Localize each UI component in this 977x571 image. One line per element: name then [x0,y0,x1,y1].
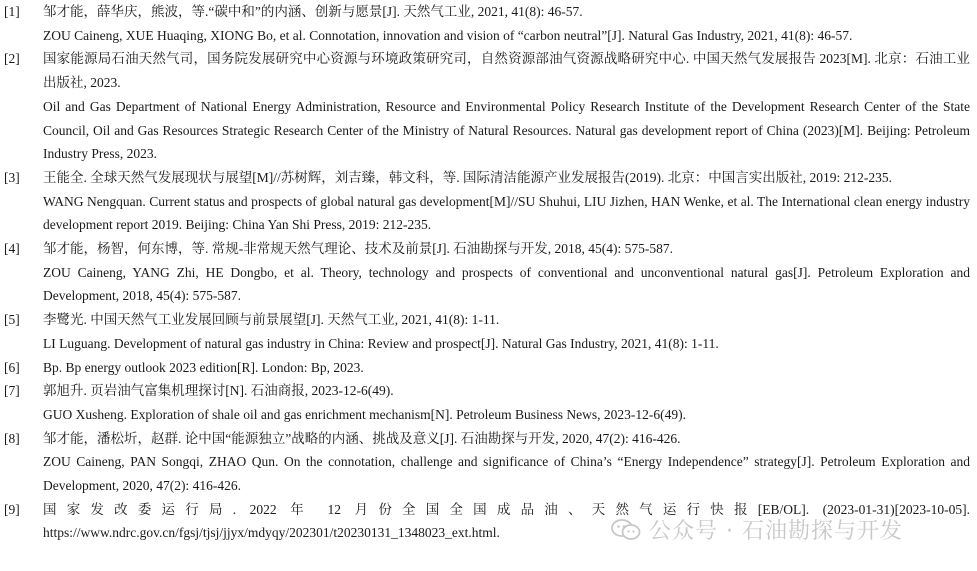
reference-item [0,0,977,47]
reference-chinese: 王能全. 全球天然气发展现状与展望[M]//苏树辉，刘吉臻，韩文科，等. 国际清洁能源产业发展报告(2019). 北京：中国言实出版社, 2019: 212-235. [43,169,892,185]
reference-number: [5] [4,312,20,328]
wechat-icon [611,519,641,541]
reference-number: [4] [4,241,20,257]
reference-item [0,47,977,166]
reference-english: Oil and Gas Department of National Energy Administration, Resource and Environmental Policy Research Institute of the Development Research Center of the State Council, Oil and Gas Resources Strategic Research Center of the Ministry of Natural Resources. Natural gas development report of China (2023)[M]. Beijing: Petroleum Industry Press, 2023. [43,98,970,162]
reference-chinese: 李鹭光. 中国天然气工业发展回顾与前景展望[J]. 天然气工业, 2021, 41(8): 1-11. [43,312,500,328]
reference-number: [9] [4,501,20,517]
reference-number: [2] [4,51,20,67]
reference-item [0,427,977,498]
reference-item [0,379,977,426]
reference-chinese: 郭旭升. 页岩油气富集机理探讨[N]. 石油商报, 2023-12-6(49). [43,383,394,399]
watermark-text: 公众号 · 石油勘探与开发 [649,519,903,544]
reference-item [0,166,977,237]
reference-chinese: 邹才能，杨智，何东博，等. 常规-非常规天然气理论、技术及前景[J]. 石油勘探与开发, 2018, 45(4): 575-587. [43,241,673,257]
reference-english: ZOU Caineng, YANG Zhi, HE Dongbo, et al. Theory, technology and prospects of conventional and unconventional natural gas[J]. Petroleum Exploration and Development, 2018, 45(4): 575-587. [43,264,970,304]
reference-item [0,237,977,308]
reference-number: [1] [4,4,20,19]
reference-english: Bp. Bp energy outlook 2023 edition[R]. London: Bp, 2023. [43,359,364,375]
watermark [611,514,903,545]
reference-number: [8] [4,430,20,446]
reference-number: [6] [4,359,20,375]
reference-english: LI Luguang. Development of natural gas industry in China: Review and prospect[J]. Natural Gas Industry, 2021, 41(8): 1-11. [43,335,719,351]
reference-english: GUO Xusheng. Exploration of shale oil and gas enrichment mechanism[N]. Petroleum Business News, 2023-12-6(49). [43,406,686,422]
reference-english: ZOU Caineng, XUE Huaqing, XIONG Bo, et al. Connotation, innovation and vision of “carbon neutral”[J]. Natural Gas Industry, 2021, 41(8): 46-57. [43,27,853,43]
reference-english: ZOU Caineng, PAN Songqi, ZHAO Qun. On the connotation, challenge and significance of China’s “Energy Independence” strategy[J]. Petroleum Exploration and Development, 2020, 47(2): 416-426. [43,454,970,494]
reference-number: [3] [4,169,20,185]
reference-chinese: 邹才能，薛华庆，熊波，等.“碳中和”的内涵、创新与愿景[J]. 天然气工业, 2021, 41(8): 46-57. [43,4,583,19]
reference-chinese: 邹才能，潘松圻，赵群. 论中国“能源独立”战略的内涵、挑战及意义[J]. 石油勘探与开发, 2020, 47(2): 416-426. [43,430,681,446]
reference-chinese: 国家能源局石油天然气司，国务院发展研究中心资源与环境政策研究司，自然资源部油气资源战略研究中心. 中国天然气发展报告 2023[M]. 北京：石油工业出版社, 2023. [43,51,970,91]
reference-number: [7] [4,383,20,399]
reference-english: WANG Nengquan. Current status and prospects of global natural gas development[M]//SU Shuhui, LIU Jizhen, HAN Wenke, et al. The International clean energy industry development report 2019. Beijing: China Yan Shi Press, 2019: 212-235. [43,193,970,233]
reference-item [0,356,977,380]
reference-item [0,308,977,355]
reference-chinese: 国家发改委运行局. 2022 年 12 月份全国全国成品油、天然气运行快报[EB/OL]. (2023-01-31)[2023-10-05]. https://www.ndrc.gov.cn/fgsj/tjsj/jjyx/mdyqy/202301/t20230131_1348023_ext.html. [43,501,970,541]
